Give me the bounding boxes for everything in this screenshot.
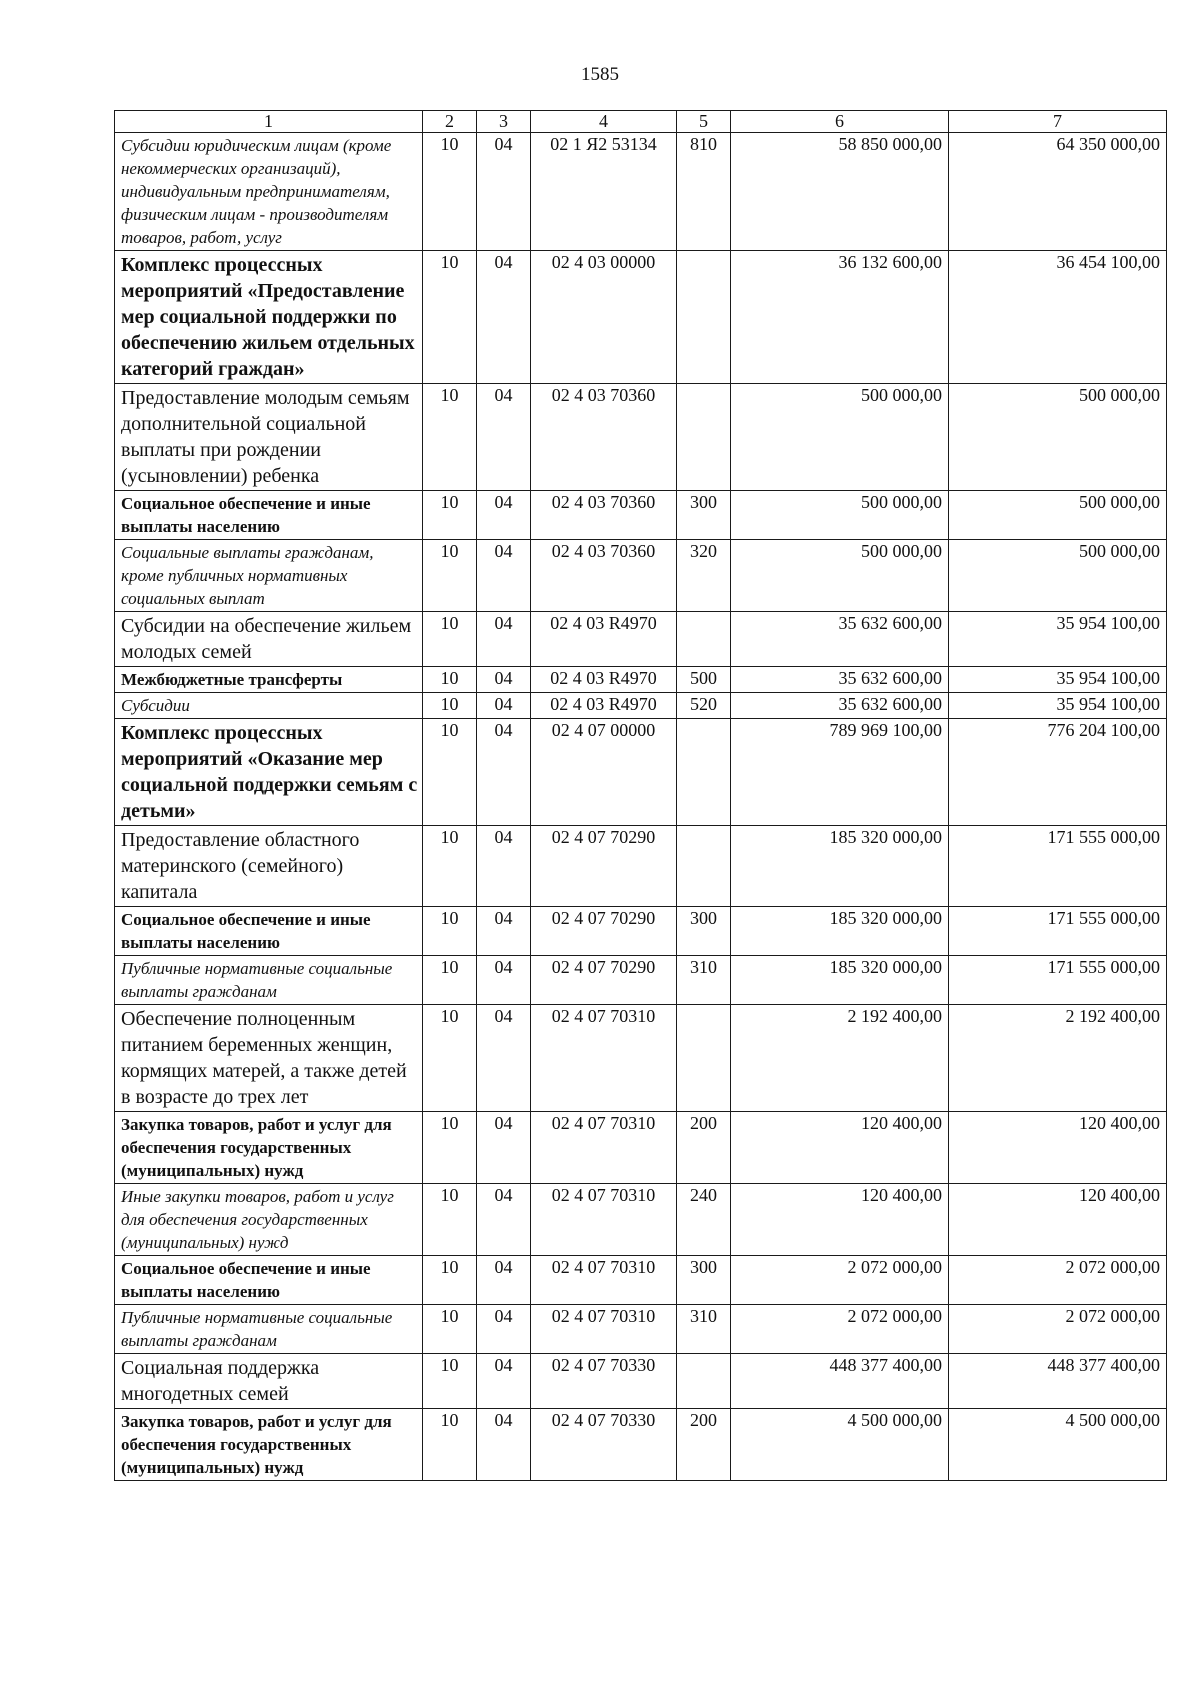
row-section: 10	[423, 1005, 477, 1112]
table-row	[115, 1409, 1167, 1481]
header-col-5: 5	[677, 111, 731, 133]
row-subsection: 04	[477, 612, 531, 667]
row-expense-type	[677, 384, 731, 491]
row-amount-year-2: 35 954 100,00	[949, 612, 1167, 667]
row-amount-year-2: 2 072 000,00	[949, 1305, 1167, 1354]
row-name: Социальные выплаты гражданам, кроме публичных нормативных социальных выплат	[115, 540, 423, 612]
row-name: Иные закупки товаров, работ и услуг для обеспечения государственных (муниципальных) нужд	[115, 1184, 423, 1256]
row-section: 10	[423, 133, 477, 251]
row-amount-year-2: 35 954 100,00	[949, 693, 1167, 719]
row-subsection: 04	[477, 251, 531, 384]
table-row	[115, 540, 1167, 612]
table-row	[115, 251, 1167, 384]
row-subsection: 04	[477, 1005, 531, 1112]
row-expense-type: 200	[677, 1112, 731, 1184]
row-expense-type	[677, 826, 731, 907]
row-amount-year-2: 171 555 000,00	[949, 907, 1167, 956]
table-row	[115, 612, 1167, 667]
row-subsection: 04	[477, 719, 531, 826]
row-target-code: 02 4 03 70360	[531, 540, 677, 612]
row-target-code: 02 4 03 70360	[531, 491, 677, 540]
table-header-row	[115, 111, 1167, 133]
row-section: 10	[423, 1112, 477, 1184]
row-subsection: 04	[477, 1184, 531, 1256]
row-amount-year-1: 58 850 000,00	[731, 133, 949, 251]
row-name: Комплекс процессных мероприятий «Предоставление мер социальной поддержки по обеспечению жильем отдельных категорий граждан»	[115, 251, 423, 384]
row-name: Субсидии	[115, 693, 423, 719]
row-subsection: 04	[477, 1305, 531, 1354]
row-expense-type: 810	[677, 133, 731, 251]
row-target-code: 02 4 03 70360	[531, 384, 677, 491]
row-subsection: 04	[477, 667, 531, 693]
row-amount-year-1: 500 000,00	[731, 384, 949, 491]
row-subsection: 04	[477, 1256, 531, 1305]
row-amount-year-1: 448 377 400,00	[731, 1354, 949, 1409]
row-section: 10	[423, 956, 477, 1005]
table-row	[115, 956, 1167, 1005]
row-target-code: 02 4 07 70310	[531, 1005, 677, 1112]
table-row	[115, 693, 1167, 719]
row-target-code: 02 4 07 70290	[531, 956, 677, 1005]
row-amount-year-2: 2 192 400,00	[949, 1005, 1167, 1112]
row-subsection: 04	[477, 540, 531, 612]
row-amount-year-2: 500 000,00	[949, 540, 1167, 612]
table-row	[115, 1354, 1167, 1409]
table-row	[115, 826, 1167, 907]
row-amount-year-2: 776 204 100,00	[949, 719, 1167, 826]
row-amount-year-2: 171 555 000,00	[949, 826, 1167, 907]
row-target-code: 02 4 07 70310	[531, 1305, 677, 1354]
row-target-code: 02 1 Я2 53134	[531, 133, 677, 251]
row-name: Социальная поддержка многодетных семей	[115, 1354, 423, 1409]
row-expense-type: 300	[677, 1256, 731, 1305]
row-name: Межбюджетные трансферты	[115, 667, 423, 693]
row-amount-year-2: 36 454 100,00	[949, 251, 1167, 384]
row-subsection: 04	[477, 1409, 531, 1481]
table-row	[115, 384, 1167, 491]
table-row	[115, 1112, 1167, 1184]
row-subsection: 04	[477, 907, 531, 956]
row-name: Социальное обеспечение и иные выплаты населению	[115, 491, 423, 540]
row-name: Закупка товаров, работ и услуг для обеспечения государственных (муниципальных) нужд	[115, 1409, 423, 1481]
row-section: 10	[423, 491, 477, 540]
row-section: 10	[423, 1409, 477, 1481]
row-target-code: 02 4 03 R4970	[531, 612, 677, 667]
table-row	[115, 491, 1167, 540]
row-amount-year-1: 4 500 000,00	[731, 1409, 949, 1481]
row-section: 10	[423, 384, 477, 491]
row-target-code: 02 4 07 70310	[531, 1256, 677, 1305]
row-target-code: 02 4 07 70330	[531, 1409, 677, 1481]
row-target-code: 02 4 07 00000	[531, 719, 677, 826]
row-section: 10	[423, 667, 477, 693]
table-body	[115, 133, 1167, 1481]
row-expense-type	[677, 1354, 731, 1409]
row-subsection: 04	[477, 491, 531, 540]
row-name: Субсидии юридическим лицам (кроме некоммерческих организаций), индивидуальным предпринимателям, физическим лицам - производителям товаров, работ, услуг	[115, 133, 423, 251]
table-row	[115, 907, 1167, 956]
row-amount-year-1: 120 400,00	[731, 1112, 949, 1184]
row-name: Комплекс процессных мероприятий «Оказание мер социальной поддержки семьям с детьми»	[115, 719, 423, 826]
table-row	[115, 667, 1167, 693]
row-section: 10	[423, 1354, 477, 1409]
row-subsection: 04	[477, 384, 531, 491]
row-expense-type: 310	[677, 956, 731, 1005]
row-amount-year-1: 185 320 000,00	[731, 956, 949, 1005]
header-col-6: 6	[731, 111, 949, 133]
row-name: Предоставление молодым семьям дополнительной социальной выплаты при рождении (усыновлении) ребенка	[115, 384, 423, 491]
row-amount-year-1: 500 000,00	[731, 491, 949, 540]
row-amount-year-2: 500 000,00	[949, 384, 1167, 491]
table-row	[115, 1005, 1167, 1112]
budget-table	[114, 110, 1167, 1481]
row-amount-year-1: 36 132 600,00	[731, 251, 949, 384]
row-section: 10	[423, 540, 477, 612]
row-target-code: 02 4 07 70310	[531, 1184, 677, 1256]
table-row	[115, 1184, 1167, 1256]
row-amount-year-2: 448 377 400,00	[949, 1354, 1167, 1409]
row-target-code: 02 4 03 R4970	[531, 667, 677, 693]
table-row	[115, 1305, 1167, 1354]
row-target-code: 02 4 07 70310	[531, 1112, 677, 1184]
row-amount-year-1: 2 192 400,00	[731, 1005, 949, 1112]
row-expense-type: 300	[677, 907, 731, 956]
header-col-3: 3	[477, 111, 531, 133]
row-subsection: 04	[477, 693, 531, 719]
row-amount-year-2: 35 954 100,00	[949, 667, 1167, 693]
row-name: Социальное обеспечение и иные выплаты населению	[115, 1256, 423, 1305]
row-section: 10	[423, 826, 477, 907]
row-amount-year-1: 789 969 100,00	[731, 719, 949, 826]
row-section: 10	[423, 693, 477, 719]
row-amount-year-2: 64 350 000,00	[949, 133, 1167, 251]
row-amount-year-1: 2 072 000,00	[731, 1305, 949, 1354]
row-subsection: 04	[477, 1354, 531, 1409]
row-expense-type	[677, 251, 731, 384]
row-amount-year-1: 35 632 600,00	[731, 667, 949, 693]
row-amount-year-1: 500 000,00	[731, 540, 949, 612]
row-name: Субсидии на обеспечение жильем молодых семей	[115, 612, 423, 667]
row-expense-type: 320	[677, 540, 731, 612]
row-expense-type: 500	[677, 667, 731, 693]
row-section: 10	[423, 251, 477, 384]
row-name: Социальное обеспечение и иные выплаты населению	[115, 907, 423, 956]
row-target-code: 02 4 03 R4970	[531, 693, 677, 719]
row-section: 10	[423, 1256, 477, 1305]
row-amount-year-2: 500 000,00	[949, 491, 1167, 540]
row-subsection: 04	[477, 826, 531, 907]
row-section: 10	[423, 1184, 477, 1256]
header-col-4: 4	[531, 111, 677, 133]
row-expense-type: 520	[677, 693, 731, 719]
row-name: Закупка товаров, работ и услуг для обеспечения государственных (муниципальных) нужд	[115, 1112, 423, 1184]
row-target-code: 02 4 07 70290	[531, 826, 677, 907]
row-section: 10	[423, 907, 477, 956]
table-row	[115, 133, 1167, 251]
row-expense-type	[677, 1005, 731, 1112]
row-section: 10	[423, 1305, 477, 1354]
row-subsection: 04	[477, 1112, 531, 1184]
row-expense-type	[677, 612, 731, 667]
row-target-code: 02 4 03 00000	[531, 251, 677, 384]
row-amount-year-1: 185 320 000,00	[731, 907, 949, 956]
row-amount-year-2: 4 500 000,00	[949, 1409, 1167, 1481]
table-row	[115, 1256, 1167, 1305]
row-name: Обеспечение полноценным питанием беременных женщин, кормящих матерей, а также детей в возрасте до трех лет	[115, 1005, 423, 1112]
row-amount-year-2: 120 400,00	[949, 1112, 1167, 1184]
row-section: 10	[423, 612, 477, 667]
row-amount-year-1: 35 632 600,00	[731, 612, 949, 667]
row-amount-year-1: 120 400,00	[731, 1184, 949, 1256]
row-subsection: 04	[477, 956, 531, 1005]
row-target-code: 02 4 07 70290	[531, 907, 677, 956]
table-row	[115, 719, 1167, 826]
header-col-2: 2	[423, 111, 477, 133]
row-name: Публичные нормативные социальные выплаты гражданам	[115, 956, 423, 1005]
row-expense-type: 310	[677, 1305, 731, 1354]
header-col-7: 7	[949, 111, 1167, 133]
row-amount-year-2: 171 555 000,00	[949, 956, 1167, 1005]
row-expense-type: 200	[677, 1409, 731, 1481]
header-col-1: 1	[115, 111, 423, 133]
row-amount-year-1: 2 072 000,00	[731, 1256, 949, 1305]
row-expense-type: 300	[677, 491, 731, 540]
row-expense-type: 240	[677, 1184, 731, 1256]
row-name: Предоставление областного материнского (семейного) капитала	[115, 826, 423, 907]
row-subsection: 04	[477, 133, 531, 251]
page-number: 1585	[581, 64, 619, 85]
row-section: 10	[423, 719, 477, 826]
row-amount-year-2: 120 400,00	[949, 1184, 1167, 1256]
row-amount-year-1: 185 320 000,00	[731, 826, 949, 907]
row-amount-year-1: 35 632 600,00	[731, 693, 949, 719]
row-target-code: 02 4 07 70330	[531, 1354, 677, 1409]
row-amount-year-2: 2 072 000,00	[949, 1256, 1167, 1305]
row-expense-type	[677, 719, 731, 826]
row-name: Публичные нормативные социальные выплаты гражданам	[115, 1305, 423, 1354]
